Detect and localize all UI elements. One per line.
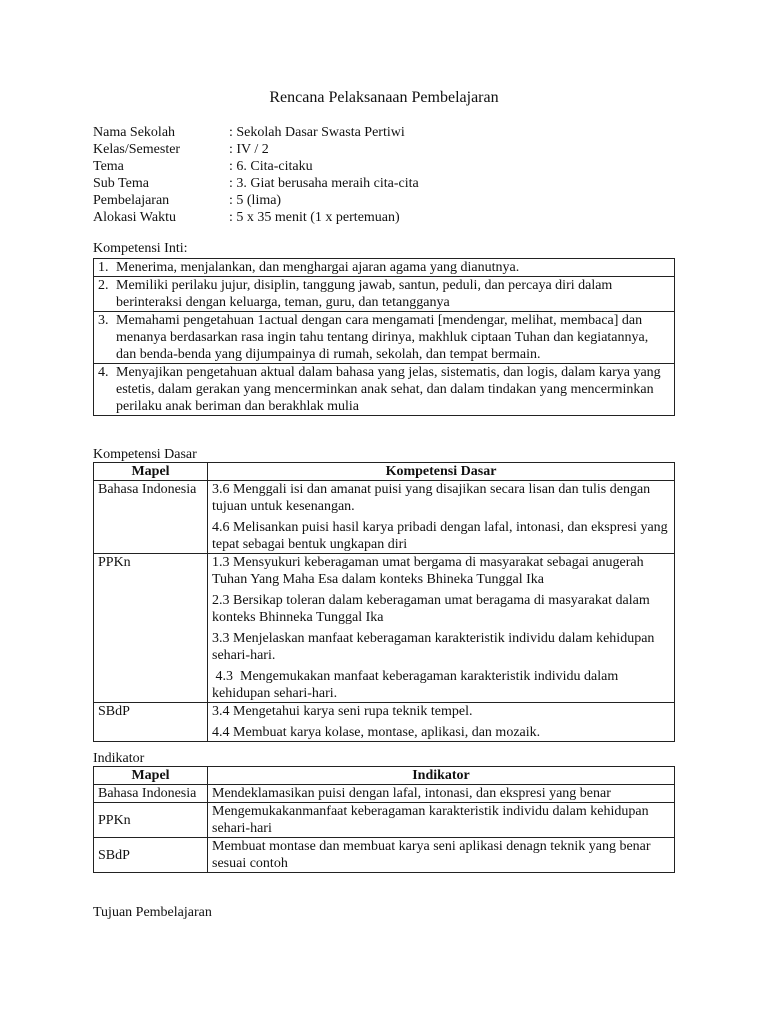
table-row xyxy=(94,838,675,873)
item-text: Menerima, menjalankan, dan menghargai ajaran agama yang dianutnya. xyxy=(116,260,520,275)
identity-label: Alokasi Waktu xyxy=(93,210,176,225)
kompetensi-inti-label: Kompetensi Inti: xyxy=(93,241,188,256)
kd-cell xyxy=(208,703,675,742)
identity-label: Nama Sekolah xyxy=(93,125,176,140)
table-cell xyxy=(94,277,675,312)
table-row xyxy=(94,277,675,312)
identity-value: : 5 (lima) xyxy=(229,193,282,208)
identity-label: Tema xyxy=(93,159,124,174)
item-text: Memiliki perilaku jujur, disiplin, tanggung jawab, santun, peduli, dan percaya diri dalam berinteraksi dengan keluarga, teman, guru, dan tetangganya xyxy=(116,278,613,310)
indikator-cell: Mengemukakanmanfaat keberagaman karakteristik individu dalam kehidupan sehari-hari xyxy=(208,803,675,838)
identity-value: : 6. Cita-citaku xyxy=(229,159,313,174)
identity-label: Sub Tema xyxy=(93,176,149,191)
kd-item: 3.6 Menggali isi dan amanat puisi yang disajikan secara lisan dan tulis dengan tujuan untuk kesenangan. xyxy=(212,482,651,514)
table-cell xyxy=(94,312,675,364)
table-row xyxy=(94,312,675,364)
identity-row xyxy=(93,209,419,226)
identity-row xyxy=(93,158,419,175)
identity-value: : 5 x 35 menit (1 x pertemuan) xyxy=(229,210,400,225)
indikator-label: Indikator xyxy=(93,751,145,766)
identity-row xyxy=(93,175,419,192)
table-row xyxy=(94,785,675,803)
item-number: 1. xyxy=(98,260,109,275)
mapel-cell: PPKn xyxy=(94,554,208,703)
identity-row xyxy=(93,124,419,141)
table-row xyxy=(94,703,675,742)
mapel-cell: SBdP xyxy=(94,703,208,742)
kd-item: 4.3 Mengemukakan manfaat keberagaman karakteristik individu dalam kehidupan sehari-hari. xyxy=(212,669,622,701)
table-cell xyxy=(94,364,675,416)
kd-item: 2.3 Bersikap toleran dalam keberagaman umat beragama di masyarakat dalam konteks Bhinneka Tunggal Ika xyxy=(212,593,650,625)
kd-item: 4.6 Melisankan puisi hasil karya pribadi dengan lafal, intonasi, dan ekspresi yang tepat sebagai bentuk ungkapan diri xyxy=(212,520,668,552)
mapel-cell: Bahasa Indonesia xyxy=(94,785,208,803)
kd-cell xyxy=(208,554,675,703)
item-text: Menyajikan pengetahuan aktual dalam bahasa yang jelas, sistematis, dan logis, dalam karya yang estetis, dalam gerakan yang mencerminkan anak sehat, dan dalam tindakan yang mencerminkan perilaku anak beriman dan berakhlak mulia xyxy=(116,365,661,414)
table-header-row xyxy=(94,463,675,481)
header-indikator: Indikator xyxy=(208,767,675,785)
item-text: Memahami pengetahuan 1actual dengan cara mengamati [mendengar, melihat, membaca] dan menanya berdasarkan rasa ingin tahu tentang dirinya, makhluk ciptaan Tuhan dan kegiatannya, dan benda-benda yang dijumpainya di rumah, sekolah, dan tempat bermain. xyxy=(116,313,649,362)
table-row xyxy=(94,259,675,277)
table-cell xyxy=(94,259,675,277)
kompetensi-inti-table xyxy=(93,258,675,416)
mapel-cell: SBdP xyxy=(94,838,208,873)
identity-row xyxy=(93,141,419,158)
mapel-cell: Bahasa Indonesia xyxy=(94,481,208,554)
table-header-row xyxy=(94,767,675,785)
identity-label: Pembelajaran xyxy=(93,193,170,208)
indikator-table xyxy=(93,766,675,873)
header-kompetensi-dasar: Kompetensi Dasar xyxy=(208,463,675,481)
kd-item: 1.3 Mensyukuri keberagaman umat bergama di masyarakat sebagai anugerah Tuhan Yang Maha Esa dalam konteks Bhineka Tunggal Ika xyxy=(212,555,644,587)
item-number: 2. xyxy=(98,278,109,293)
identity-value: : Sekolah Dasar Swasta Pertiwi xyxy=(229,125,405,140)
header-mapel: Mapel xyxy=(94,767,208,785)
table-row xyxy=(94,364,675,416)
kd-item: 3.4 Mengetahui karya seni rupa teknik tempel. xyxy=(212,704,473,719)
indikator-cell: Membuat montase dan membuat karya seni aplikasi denagn teknik yang benar sesuai contoh xyxy=(208,838,675,873)
kompetensi-dasar-table xyxy=(93,462,675,742)
mapel-cell: PPKn xyxy=(94,803,208,838)
identity-row xyxy=(93,192,419,209)
document-title: Rencana Pelaksanaan Pembelajaran xyxy=(269,89,499,106)
header-mapel: Mapel xyxy=(94,463,208,481)
identity-block xyxy=(93,124,419,226)
item-number: 4. xyxy=(98,365,109,380)
identity-label: Kelas/Semester xyxy=(93,142,181,157)
table-row xyxy=(94,554,675,703)
item-number: 3. xyxy=(98,313,109,328)
tujuan-pembelajaran-label: Tujuan Pembelajaran xyxy=(93,905,212,920)
identity-value: : 3. Giat berusaha meraih cita-cita xyxy=(229,176,419,191)
kd-item: 4.4 Membuat karya kolase, montase, aplikasi, dan mozaik. xyxy=(212,725,541,740)
kompetensi-dasar-label: Kompetensi Dasar xyxy=(93,447,197,462)
kd-cell xyxy=(208,481,675,554)
identity-value: : IV / 2 xyxy=(229,142,269,157)
table-row xyxy=(94,481,675,554)
table-row xyxy=(94,803,675,838)
kd-item: 3.3 Menjelaskan manfaat keberagaman karakteristik individu dalam kehidupan sehari-hari. xyxy=(212,631,655,663)
indikator-cell: Mendeklamasikan puisi dengan lafal, intonasi, dan ekspresi yang benar xyxy=(208,785,675,803)
